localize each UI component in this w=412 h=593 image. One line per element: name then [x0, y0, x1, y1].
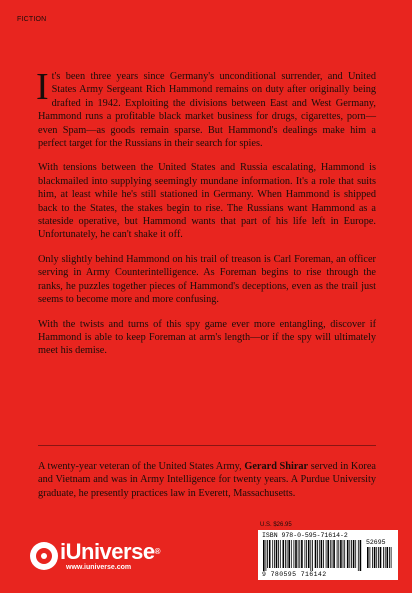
synopsis-paragraph-4: With the twists and turns of this spy game ever more entangling, discover if Hammond is able to keep Foreman at arm's length—or if the spy will ultimately meet his demise. [38, 318, 376, 357]
section-divider [38, 445, 376, 446]
genre-label: FICTION [17, 16, 47, 23]
publisher-url: www.iuniverse.com [66, 564, 132, 571]
synopsis-paragraph-2: With tensions between the United States and Russia escalating, Hammond is blackmailed into supplying seemingly mundane information. It's a role that suits him, at least while he's still stationed in Germany. When Hammond is shipped back to the States, the stakes begin to rise. The Russians want Hammond as a stateside operative, but Hammond wants that part of his life left in Europe. Unfortunately, he can't shake it off. [38, 162, 376, 241]
publisher-name: iUniverse® [60, 539, 160, 564]
barcode-digits: 9 780595 716142 [262, 571, 327, 578]
author-bio [38, 460, 376, 500]
author-bio-lead: A twenty-year veteran of the United States Army, [38, 461, 242, 472]
registered-mark: ® [154, 547, 160, 556]
price-addon-code: 52695 [366, 539, 386, 546]
synopsis-paragraph-1 [36, 66, 376, 150]
author-bio-rest: served in Korea and Vietnam and was in Army Intelligence for twenty years. A Purdue University graduate, he presently practices law in Everett, Massachusetts. [38, 461, 376, 499]
price: U.S. $26.95 [260, 522, 292, 528]
synopsis [36, 66, 376, 369]
ean13-barcode-icon [262, 540, 362, 571]
barcode-panel [258, 530, 398, 580]
addon-barcode-icon [366, 547, 394, 571]
drop-cap: I [36, 66, 49, 108]
synopsis-paragraph-1-text: t's been three years since Germany's unconditional surrender, and United States Army Sergeant Rich Hammond remains on duty after originally being drafted in 1942. Exploiting the divisions between East and West Germany, Hammond runs a profitable black market business for drugs, cigarettes, porn—even Spam—as goods remain sparse. But Hammond's dealings make him a perfect target for the Russians in their search for spies. [38, 71, 376, 150]
iuniverse-swirl-icon [30, 542, 58, 570]
author-name: Gerard Shirar [244, 461, 309, 472]
isbn-label: ISBN 978-0-595-71614-2 [262, 532, 348, 539]
publisher-logo [30, 540, 160, 572]
publisher-wordmark [60, 540, 160, 572]
synopsis-paragraph-3: Only slightly behind Hammond on his trail of treason is Carl Foreman, an officer serving in Army Counterintelligence. As Foreman begins to rise through the ranks, he puzzles together pieces of Hammond's deceptions, even as the trail just seems to become more and more confusing. [38, 253, 376, 306]
